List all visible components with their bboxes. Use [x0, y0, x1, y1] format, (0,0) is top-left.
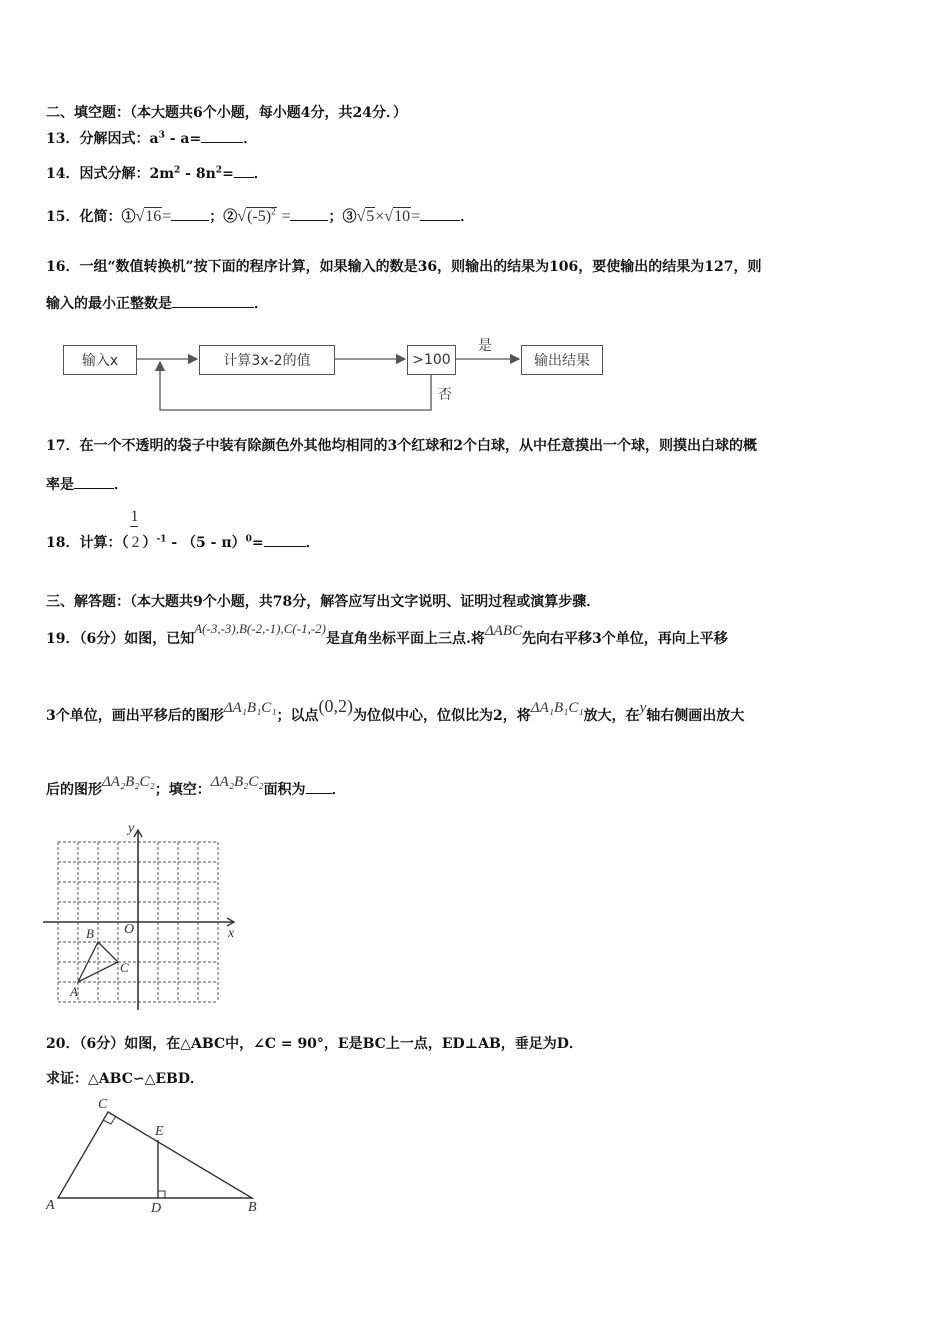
q-text: 放大，在 — [583, 708, 640, 724]
equals: = — [411, 208, 421, 225]
center-point: (0,2) — [318, 696, 354, 716]
radicand: (-5) — [247, 208, 272, 225]
point-label-b: B — [86, 926, 94, 941]
q-text: 输入的最小正整数是 — [46, 296, 172, 312]
circled-3: ；③ — [328, 209, 357, 225]
axis-label-y: y — [128, 821, 135, 836]
q-text: 轴右侧画出放大 — [646, 708, 745, 724]
period: ． — [460, 209, 475, 225]
expr: = — [222, 166, 234, 182]
exponent: 3 — [158, 130, 165, 141]
period: ． — [305, 535, 320, 551]
radicand: 10 — [394, 208, 411, 225]
exponent: 2 — [174, 165, 181, 176]
q-num: 14． — [46, 166, 80, 182]
q-num: 18． — [46, 535, 80, 551]
expr: - a= — [164, 131, 202, 147]
q-text: 因式分解： — [79, 166, 150, 182]
q-num: 13． — [46, 131, 80, 147]
q-text: 面积为 — [263, 782, 306, 798]
section-2-heading: 二、填空题：（本大题共6个小题，每小题4分，共24分．） — [46, 105, 407, 121]
exponent: 0 — [245, 534, 252, 545]
paren: ） — [142, 535, 157, 551]
triangle-expr: ΔA₂B₂C₂ — [102, 774, 155, 790]
point-label-e: E — [155, 1124, 164, 1139]
flow-compute-box: 计算3x-2的值 — [199, 345, 335, 375]
period: ． — [114, 477, 128, 493]
point-label-a: A — [46, 1198, 55, 1213]
q-text: 是直角坐标平面上三点.将 — [326, 631, 485, 647]
flow-condition-box: >100 — [407, 345, 456, 375]
points-expr: A(-3,-3),B(-2,-1),C(-1,-2) — [194, 621, 326, 636]
point-label-b: B — [248, 1200, 257, 1215]
point-label-c: C — [98, 1097, 108, 1112]
q-text: 为位似中心，位似比为2，将 — [353, 708, 531, 724]
q-text: ；以点 — [276, 708, 319, 724]
triangle-expr: ΔA₁B₁C₁ — [530, 700, 584, 716]
expr: - 8n — [180, 166, 216, 182]
q-text: 19．（6分）如图，已知 — [46, 631, 195, 647]
axis-label-x: x — [228, 926, 235, 941]
radicand: 5 — [366, 208, 375, 225]
period: ． — [331, 782, 346, 798]
flow-yes-label: 是 — [478, 338, 492, 354]
equals: = — [162, 208, 172, 225]
denominator: 2 — [131, 534, 140, 551]
period: ． — [254, 296, 268, 312]
triangle-expr: ΔA₂B₂C₂ — [210, 774, 264, 790]
flow-no-label: 否 — [438, 387, 452, 403]
triangle-expr: ΔA₁B₁C₁ — [223, 700, 277, 716]
expr: 2m — [149, 166, 175, 182]
circled-1: ① — [121, 209, 136, 225]
point-label-c: C — [120, 960, 129, 975]
flow-input-box: 输入x — [63, 345, 137, 375]
q-text: ；填空： — [154, 782, 211, 798]
numerator: 1 — [130, 508, 139, 525]
radicand: 16 — [145, 208, 162, 225]
exponent: 2 — [215, 165, 223, 176]
q-text: 计算：（ — [79, 535, 129, 551]
exponent: 2 — [271, 206, 276, 217]
question-16-line1: 16．一组“数值转换机”按下面的程序计算，如果输入的数是36，则输出的结果为106，要使输出的结果为127，则 — [46, 259, 762, 275]
question-17-line1: 17．在一个不透明的袋子中装有除颜色外其他均相同的3个红球和2个白球，从中任意摸出一个球，则摸出白球的概 — [46, 438, 757, 454]
question-20-line1: 20．（6分）如图，在△ABC中，∠C = 90°，E是BC上一点，ED⊥AB，垂足为D． — [46, 1036, 583, 1052]
q-text: 后的图形 — [46, 782, 102, 798]
point-label-a: A — [70, 984, 78, 999]
equals: = — [251, 535, 264, 551]
q-text: 分解因式： — [79, 131, 150, 147]
origin-label: O — [124, 922, 135, 937]
triangle-expr: ΔABC — [484, 623, 523, 639]
q-num: 15． — [46, 209, 80, 225]
period: ． — [243, 131, 258, 147]
question-15: 15．化简：①√16= ；$②√(-5)^2$ = ；③√5×√10= ． — [46, 206, 475, 225]
equals: = — [281, 208, 291, 225]
period: ． — [253, 166, 268, 182]
y-var: y — [639, 700, 647, 716]
expr: - （5 - π） — [166, 535, 246, 551]
exponent: -1 — [156, 534, 167, 545]
q-text: 3个单位，画出平移后的图形 — [46, 708, 224, 724]
question-20-line2: 求证：△ABC∽△EBD． — [46, 1071, 205, 1087]
flow-output-box: 输出结果 — [521, 345, 603, 375]
q-text: 先向右平移3个单位，再向上平移 — [522, 631, 728, 647]
section-3-heading: 三、解答题：（本大题共9个小题，共78分，解答应写出文字说明、证明过程或演算步骤． — [46, 594, 601, 610]
point-label-d: D — [151, 1201, 162, 1216]
expr: a — [149, 131, 159, 147]
q-text: 化简： — [79, 209, 122, 225]
q-text: 率是 — [46, 477, 74, 493]
circled-2: ；② — [209, 209, 238, 225]
times: × — [375, 208, 385, 225]
